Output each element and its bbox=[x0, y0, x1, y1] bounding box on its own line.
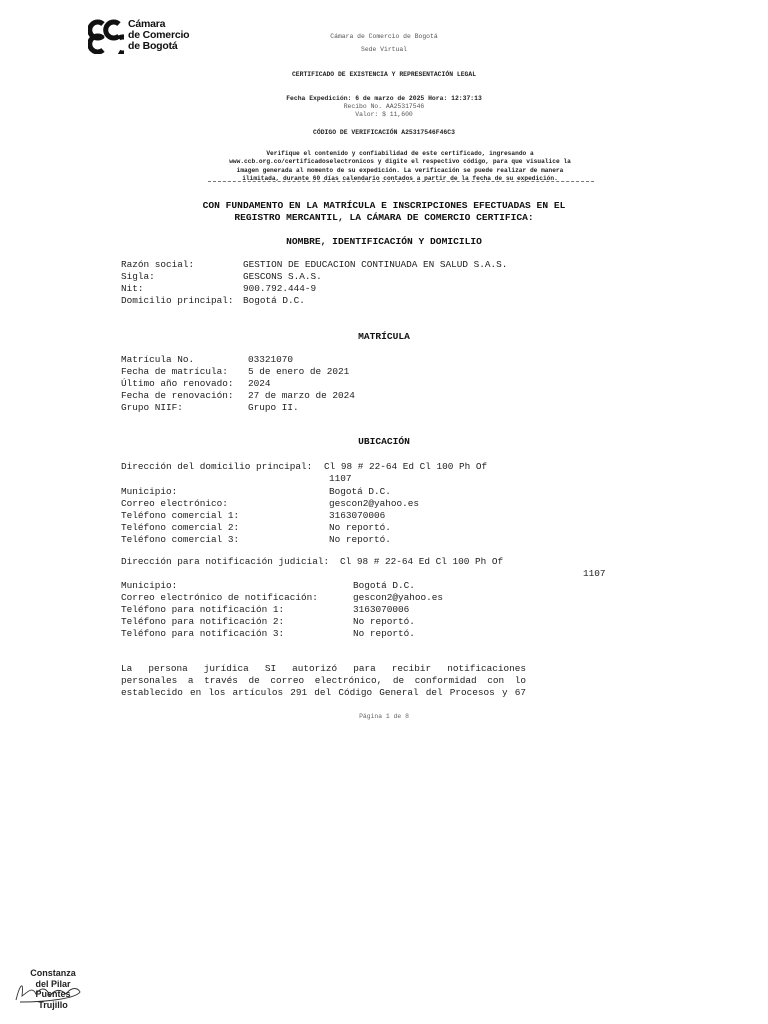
verification-line: www.ccb.org.co/certificadoselectronicos y digite el respectivo código, para que visualice la bbox=[229, 158, 571, 166]
field-value: No reportó. bbox=[329, 534, 391, 545]
heading-line-2: REGISTRO MERCANTIL, LA CÁMARA DE COMERCIO CERTIFICA: bbox=[234, 212, 534, 223]
issuer-office: Sede Virtual bbox=[360, 46, 408, 53]
logo-line: de Comercio bbox=[128, 29, 190, 41]
section-title-matricula: MATRÍCULA bbox=[358, 331, 410, 342]
notification-paragraph bbox=[121, 663, 526, 700]
section-title-nombre: NOMBRE, IDENTIFICACIÓN Y DOMICILIO bbox=[286, 236, 482, 247]
field-value: No reportó. bbox=[329, 522, 391, 533]
field-value: gescon2@yahoo.es bbox=[353, 592, 444, 603]
heading-line-1: CON FUNDAMENTO EN LA MATRÍCULA E INSCRIPCIONES EFECTUADAS EN EL bbox=[202, 200, 566, 211]
field-label: Teléfono comercial 2: bbox=[121, 522, 240, 533]
field-value: GESTION DE EDUCACION CONTINUADA EN SALUD S.A.S. bbox=[243, 259, 508, 270]
page-number: Página 1 de 8 bbox=[359, 713, 409, 720]
field-value: Grupo II. bbox=[248, 402, 299, 413]
verification-notice bbox=[205, 150, 595, 184]
field-value: 3163070006 bbox=[353, 604, 410, 615]
field-value: 5 de enero de 2021 bbox=[248, 366, 350, 377]
signer-name-line: Constanza bbox=[30, 968, 76, 978]
field-label: Correo electrónico de notificación: bbox=[121, 592, 318, 603]
field-value: No reportó. bbox=[353, 628, 415, 639]
signature-block bbox=[10, 966, 90, 1014]
field-value: Bogotá D.C. bbox=[243, 295, 305, 306]
field-label: Teléfono comercial 1: bbox=[121, 510, 240, 521]
address-principal-cont: 1107 bbox=[329, 473, 352, 484]
field-value: 3163070006 bbox=[329, 510, 386, 521]
field-value: Bogotá D.C. bbox=[353, 580, 415, 591]
field-label: Teléfono para notificación 2: bbox=[121, 616, 285, 627]
field-label: Sigla: bbox=[121, 271, 155, 282]
verification-line: Verifique el contenido y confiabilidad de este certificado, ingresando a bbox=[266, 150, 534, 157]
field-label: Teléfono para notificación 1: bbox=[121, 604, 285, 615]
address-judicial-cont: 1107 bbox=[583, 568, 606, 579]
paragraph-line: personales a través de correo electrónico, de conformidad con lo bbox=[121, 675, 526, 687]
separator-dashed bbox=[208, 181, 594, 182]
verification-line: ilimitada, durante 60 días calendario contados a partir de la fecha de su expedición. bbox=[242, 175, 558, 183]
signer-name-line: del Pilar bbox=[35, 978, 71, 989]
field-label: Teléfono comercial 3: bbox=[121, 534, 240, 545]
address-principal-value: Cl 98 # 22-64 Ed Cl 100 Ph Of bbox=[324, 461, 488, 472]
field-value: gescon2@yahoo.es bbox=[329, 498, 420, 509]
field-label: Grupo NIIF: bbox=[121, 402, 183, 413]
field-value: 900.792.444-9 bbox=[243, 283, 317, 294]
receipt-value: Valor: $ 11,600 bbox=[355, 111, 413, 118]
field-value: 27 de marzo de 2024 bbox=[248, 390, 355, 401]
certificate-title: CERTIFICADO DE EXISTENCIA Y REPRESENTACIÓN LEGAL bbox=[291, 71, 477, 78]
field-label: Fecha de matrícula: bbox=[121, 366, 228, 377]
logo-line: Cámara bbox=[128, 18, 166, 30]
issue-date: Fecha Expedición: 6 de marzo de 2025 Hora: 12:37:13 bbox=[286, 95, 482, 102]
signer-name-line: Trujillo bbox=[38, 999, 68, 1010]
logo-line: de Bogotá bbox=[128, 40, 178, 52]
verification-line: imagen generada al momento de su expedición. La verificación se puede realizar de manera bbox=[236, 166, 564, 174]
address-principal-label: Dirección del domicilio principal: bbox=[121, 461, 313, 472]
address-judicial-label: Dirección para notificación judicial: bbox=[121, 556, 330, 567]
field-label: Último año renovado: bbox=[121, 378, 234, 389]
receipt-number: Recibo No. AA25317546 bbox=[343, 103, 425, 110]
field-label: Matrícula No. bbox=[121, 354, 195, 365]
field-value: GESCONS S.A.S. bbox=[243, 271, 322, 282]
section-title-ubicacion: UBICACIÓN bbox=[358, 436, 410, 447]
signer-name-line: Puentes bbox=[35, 989, 71, 999]
field-label: Nit: bbox=[121, 283, 144, 294]
verification-code: CÓDIGO DE VERIFICACIÓN A25317546F46C3 bbox=[313, 129, 455, 136]
paragraph-line: La persona jurídica SI autorizó para recibir notificaciones bbox=[121, 663, 526, 674]
address-judicial-value: Cl 98 # 22-64 Ed Cl 100 Ph Of bbox=[340, 556, 504, 567]
field-label: Municipio: bbox=[121, 486, 178, 497]
field-label: Razón social: bbox=[121, 259, 195, 270]
issuer-name: Cámara de Comercio de Bogotá bbox=[330, 33, 438, 40]
field-label: Municipio: bbox=[121, 580, 178, 591]
field-value: No reportó. bbox=[353, 616, 415, 627]
field-value: 03321070 bbox=[248, 354, 294, 365]
field-value: 2024 bbox=[248, 378, 271, 389]
paragraph-line: establecido en los artículos 291 del Código General del Procesos y 67 bbox=[121, 687, 526, 699]
field-label: Fecha de renovación: bbox=[121, 390, 234, 401]
field-label: Teléfono para notificación 3: bbox=[121, 628, 285, 639]
field-value: Bogotá D.C. bbox=[329, 486, 391, 497]
field-label: Correo electrónico: bbox=[121, 498, 228, 509]
field-label: Domicilio principal: bbox=[121, 295, 234, 306]
